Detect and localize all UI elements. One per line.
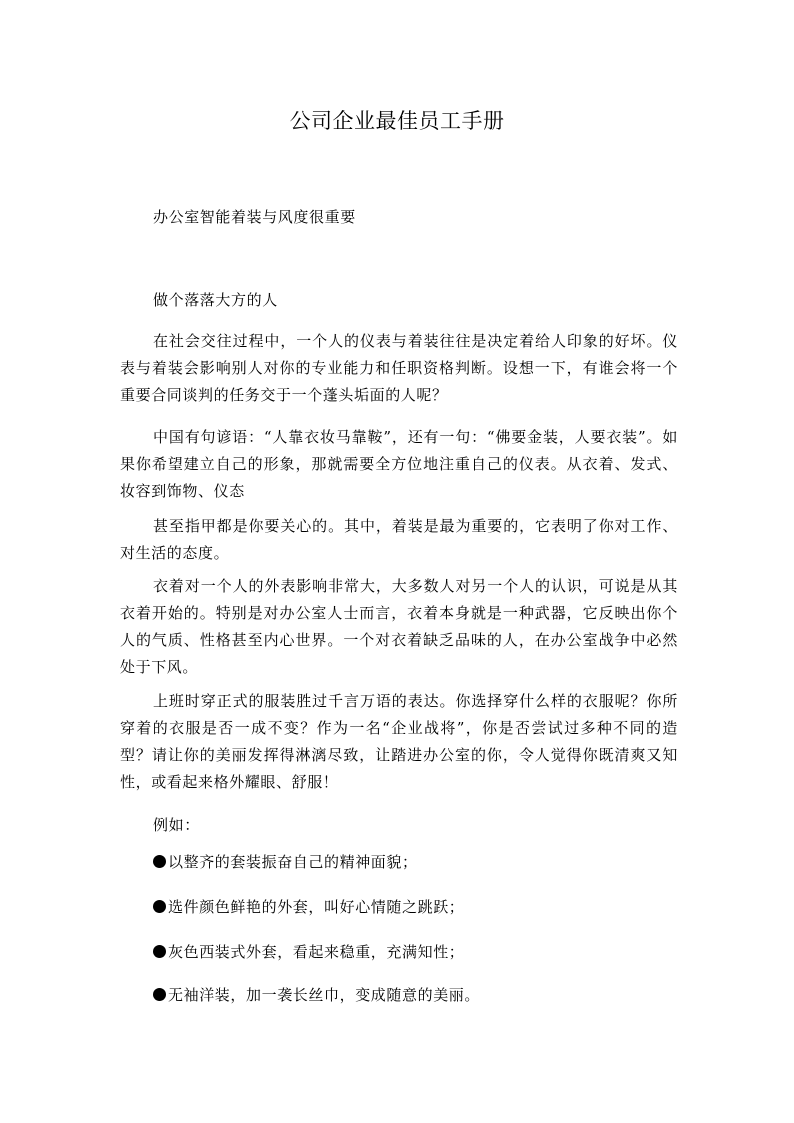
bullet-text: 灰色西装式外套，看起来稳重，充满知性； (168, 943, 465, 961)
paragraph-3: 甚至指甲都是你要关心的。其中，着装是最为重要的，它表明了你对工作、对生活的态度。 (120, 517, 678, 562)
document-title: 公司企业最佳员工手册 (289, 109, 505, 133)
bullet-text: 以整齐的套装振奋自己的精神面貌； (168, 853, 418, 871)
paragraph-2: 中国有句谚语：“人靠衣妆马靠鞍”，还有一句：“佛要金装，人要衣装”。如果你希望建立自己的形象，那就需要全方位地注重自己的仪表。从衣着、发式、妆容到饰物、仪态 (120, 428, 678, 500)
bullet-item-2 (120, 894, 678, 921)
bullet-icon (153, 855, 166, 868)
bullet-icon (153, 988, 166, 1001)
paragraph-5: 上班时穿正式的服装胜过千言万语的表达。你选择穿什么样的衣服呢？你所穿着的衣服是否一成不变？作为一名“企业战将”，你是否尝试过多种不同的造型？请让你的美丽发挥得淋漓尽致，让踏进办公室的你，令人觉得你既清爽又知性，或看起来格外耀眼、舒服！ (120, 692, 678, 791)
bullet-text: 无袖洋装，加一袭长丝巾，变成随意的美丽。 (168, 986, 481, 1004)
bullet-item-4 (120, 982, 678, 1009)
bullet-text: 选件颜色鲜艳的外套，叫好心情随之跳跃； (168, 898, 465, 916)
bullet-item-1 (120, 849, 678, 876)
bullet-icon (153, 945, 166, 958)
paragraph-4: 衣着对一个人的外表影响非常大，大多数人对另一个人的认识，可说是从其衣着开始的。特别是对办公室人士而言，衣着本身就是一种武器，它反映出你个人的气质、性格甚至内心世界。一个对衣着缺乏品味的人，在办公室战争中必然处于下风。 (120, 577, 678, 676)
document-subtitle: 办公室智能着装与风度很重要 (153, 208, 356, 226)
bullet-item-3 (120, 939, 678, 966)
examples-label: 例如： (153, 816, 200, 834)
bullet-icon (153, 900, 166, 913)
paragraph-1: 在社会交往过程中，一个人的仪表与着装往往是决定着给人印象的好坏。仪表与着装会影响别人对你的专业能力和任职资格判断。设想一下，有谁会将一个重要合同谈判的任务交于一个蓬头垢面的人呢？ (120, 332, 678, 404)
section-heading: 做个落落大方的人 (153, 291, 278, 309)
